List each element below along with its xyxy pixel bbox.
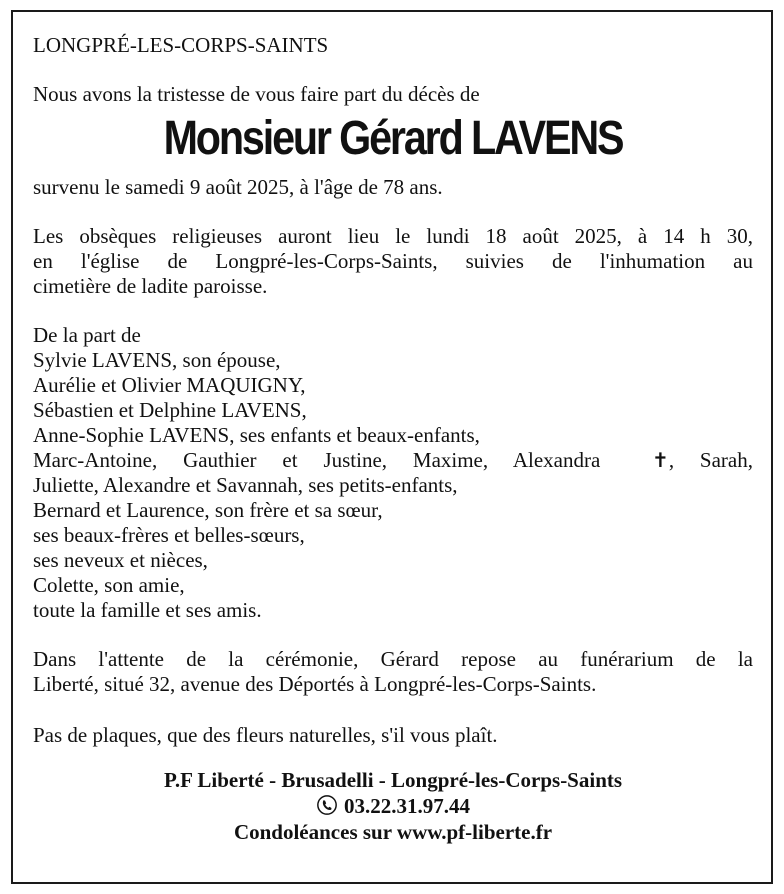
- family-intro: De la part de: [33, 323, 141, 347]
- death-info: survenu le samedi 9 août 2025, à l'âge de 78 ans.: [33, 175, 443, 199]
- funeral-line: Les obsèques religieuses auront lieu le lundi 18 août 2025, à 14 h 30,: [33, 224, 753, 248]
- phone-number[interactable]: 03.22.31.97.44: [344, 794, 470, 818]
- location-heading: LONGPRÉ-LES-CORPS-SAINTS: [33, 33, 329, 57]
- intro-text: Nous avons la tristesse de vous faire part du décès de: [33, 82, 480, 106]
- condolences-link[interactable]: Condoléances sur www.pf-liberte.fr: [233, 820, 553, 844]
- vigil-line: Liberté, situé 32, avenue des Déportés à Longpré-les-Corps-Saints.: [33, 672, 597, 696]
- phone-line: [33, 794, 753, 820]
- family-line: toute la famille et ses amis.: [33, 598, 262, 622]
- funeral-line: en l'église de Longpré-les-Corps-Saints, suivies de l'inhumation au: [33, 249, 753, 273]
- flowers-note: Pas de plaques, que des fleurs naturelles, s'il vous plaît.: [33, 723, 498, 747]
- vigil-paragraph: [33, 647, 753, 697]
- grandchildren-line: [33, 448, 753, 473]
- family-list: [33, 323, 753, 623]
- family-line: ses neveux et nièces,: [33, 548, 208, 572]
- funeral-line: cimetière de ladite paroisse.: [33, 274, 268, 298]
- deceased-name: Monsieur Gérard LAVENS: [163, 112, 623, 165]
- family-line: ses beaux-frères et belles-sœurs,: [33, 523, 305, 547]
- notice-content: [33, 33, 753, 846]
- family-line: Juliette, Alexandre et Savannah, ses petits-enfants,: [33, 473, 458, 497]
- company-name: P.F Liberté - Brusadelli - Longpré-les-Corps-Saints: [163, 768, 623, 792]
- obituary-notice: [11, 10, 773, 884]
- family-line: Aurélie et Olivier MAQUIGNY,: [33, 373, 306, 397]
- funeral-paragraph: [33, 224, 753, 299]
- funeral-home-footer: [33, 768, 753, 846]
- family-line: Colette, son amie,: [33, 573, 185, 597]
- cross-icon: ✝: [652, 448, 669, 472]
- family-line: Bernard et Laurence, son frère et sa sœur,: [33, 498, 383, 522]
- vigil-line: Dans l'attente de la cérémonie, Gérard repose au funérarium de la: [33, 647, 753, 671]
- grandchildren-text-end: , Sarah,: [668, 448, 753, 472]
- family-line: Sylvie LAVENS, son épouse,: [33, 348, 281, 372]
- phone-icon: [316, 794, 338, 816]
- family-line: Anne-Sophie LAVENS, ses enfants et beaux-enfants,: [33, 423, 480, 447]
- grandchildren-text: Marc-Antoine, Gauthier et Justine, Maxime, Alexandra: [33, 448, 601, 472]
- family-line: Sébastien et Delphine LAVENS,: [33, 398, 307, 422]
